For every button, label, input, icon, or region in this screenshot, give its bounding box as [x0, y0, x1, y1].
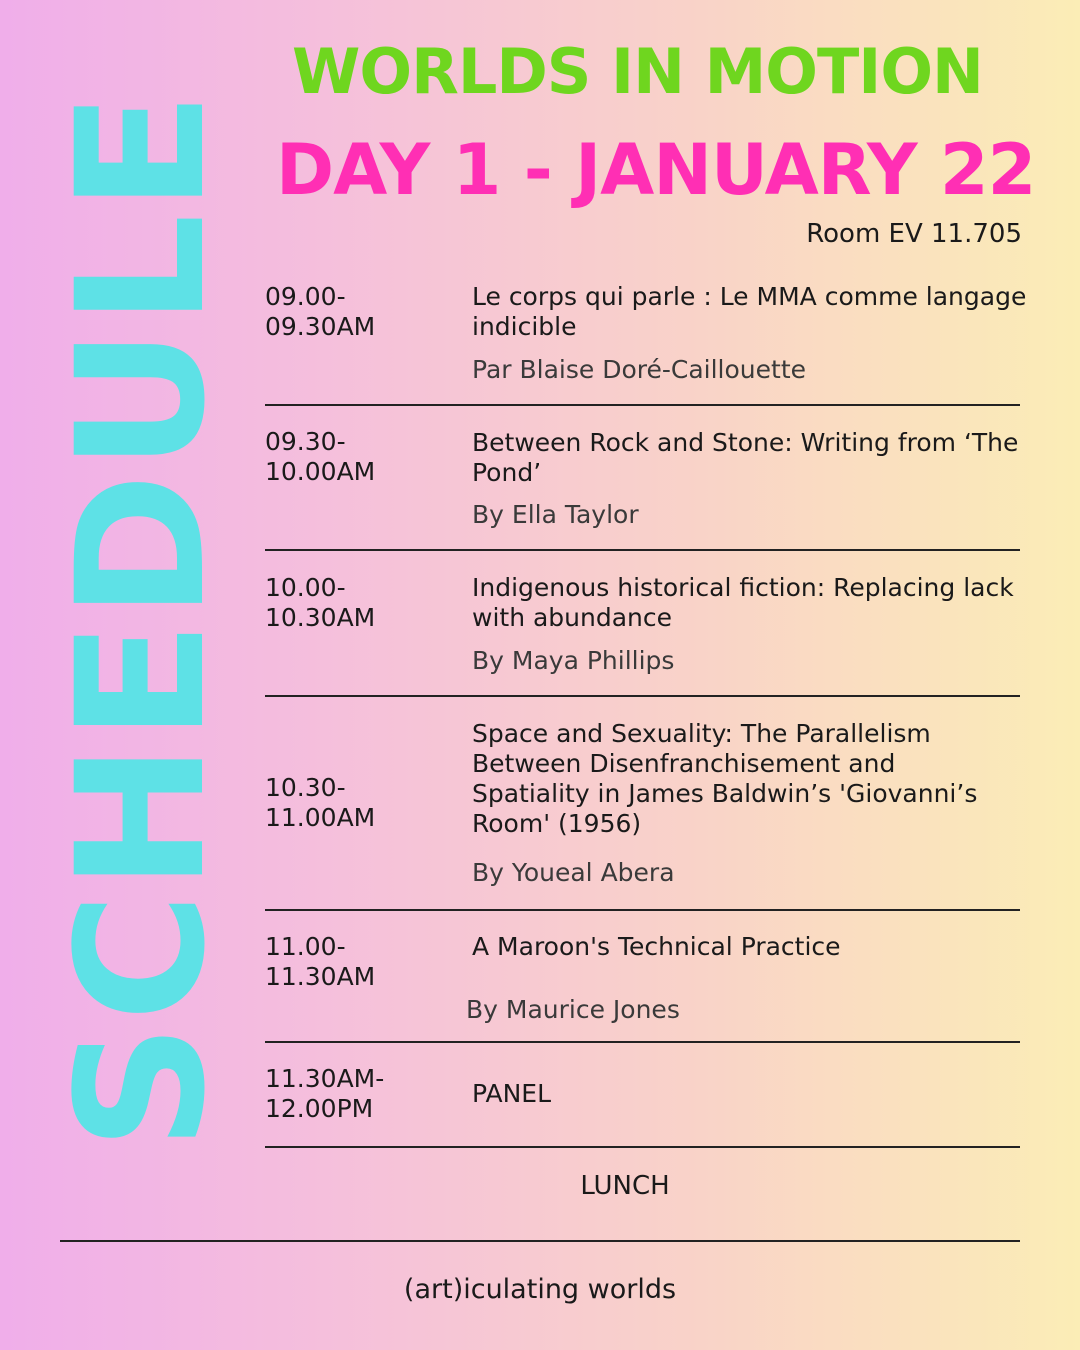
session-title: PANEL [472, 1079, 552, 1108]
footer-divider [60, 1240, 1020, 1242]
session-time: 11.30AM- 12.00PM [265, 1064, 385, 1123]
session-title: Le corps qui parle : Le MMA comme langage indicible [472, 282, 1027, 341]
session-speaker: By Ella Taylor [472, 500, 639, 529]
session-speaker: By Maurice Jones [466, 995, 680, 1024]
row-divider [265, 1041, 1020, 1043]
session-title: Indigenous historical fiction: Replacing lack with abundance [472, 573, 1014, 632]
session-speaker: By Maya Phillips [472, 646, 675, 675]
session-time: 09.00- 09.30AM [265, 282, 376, 341]
session-time: 10.00- 10.30AM [265, 573, 376, 632]
session-title: A Maroon's Technical Practice [472, 932, 841, 961]
row-divider [265, 1146, 1020, 1148]
day-title: DAY 1 - JANUARY 22 [276, 129, 1036, 211]
session-speaker: By Youeal Abera [472, 858, 675, 887]
session-time: 10.30- 11.00AM [265, 773, 376, 832]
lunch-label: LUNCH [580, 1171, 670, 1201]
row-divider [265, 695, 1020, 697]
session-title: Space and Sexuality: The Parallelism Between Disenfranchisement and Spatiality in James Baldwin’s 'Giovanni’s Room' (1956) [472, 719, 978, 838]
row-divider [265, 549, 1020, 551]
footer-text: (art)iculating worlds [403, 1274, 677, 1305]
row-divider [265, 404, 1020, 406]
row-divider [265, 909, 1020, 911]
event-title: WORLDS IN MOTION [292, 35, 983, 108]
session-title: Between Rock and Stone: Writing from ‘The Pond’ [472, 428, 1019, 487]
schedule-vertical-title: SCHEDULE [39, 89, 244, 1151]
room-label: Room EV 11.705 [806, 219, 1022, 249]
session-time: 09.30- 10.00AM [265, 427, 376, 486]
session-speaker: Par Blaise Doré-Caillouette [472, 355, 807, 384]
session-time: 11.00- 11.30AM [265, 932, 376, 991]
